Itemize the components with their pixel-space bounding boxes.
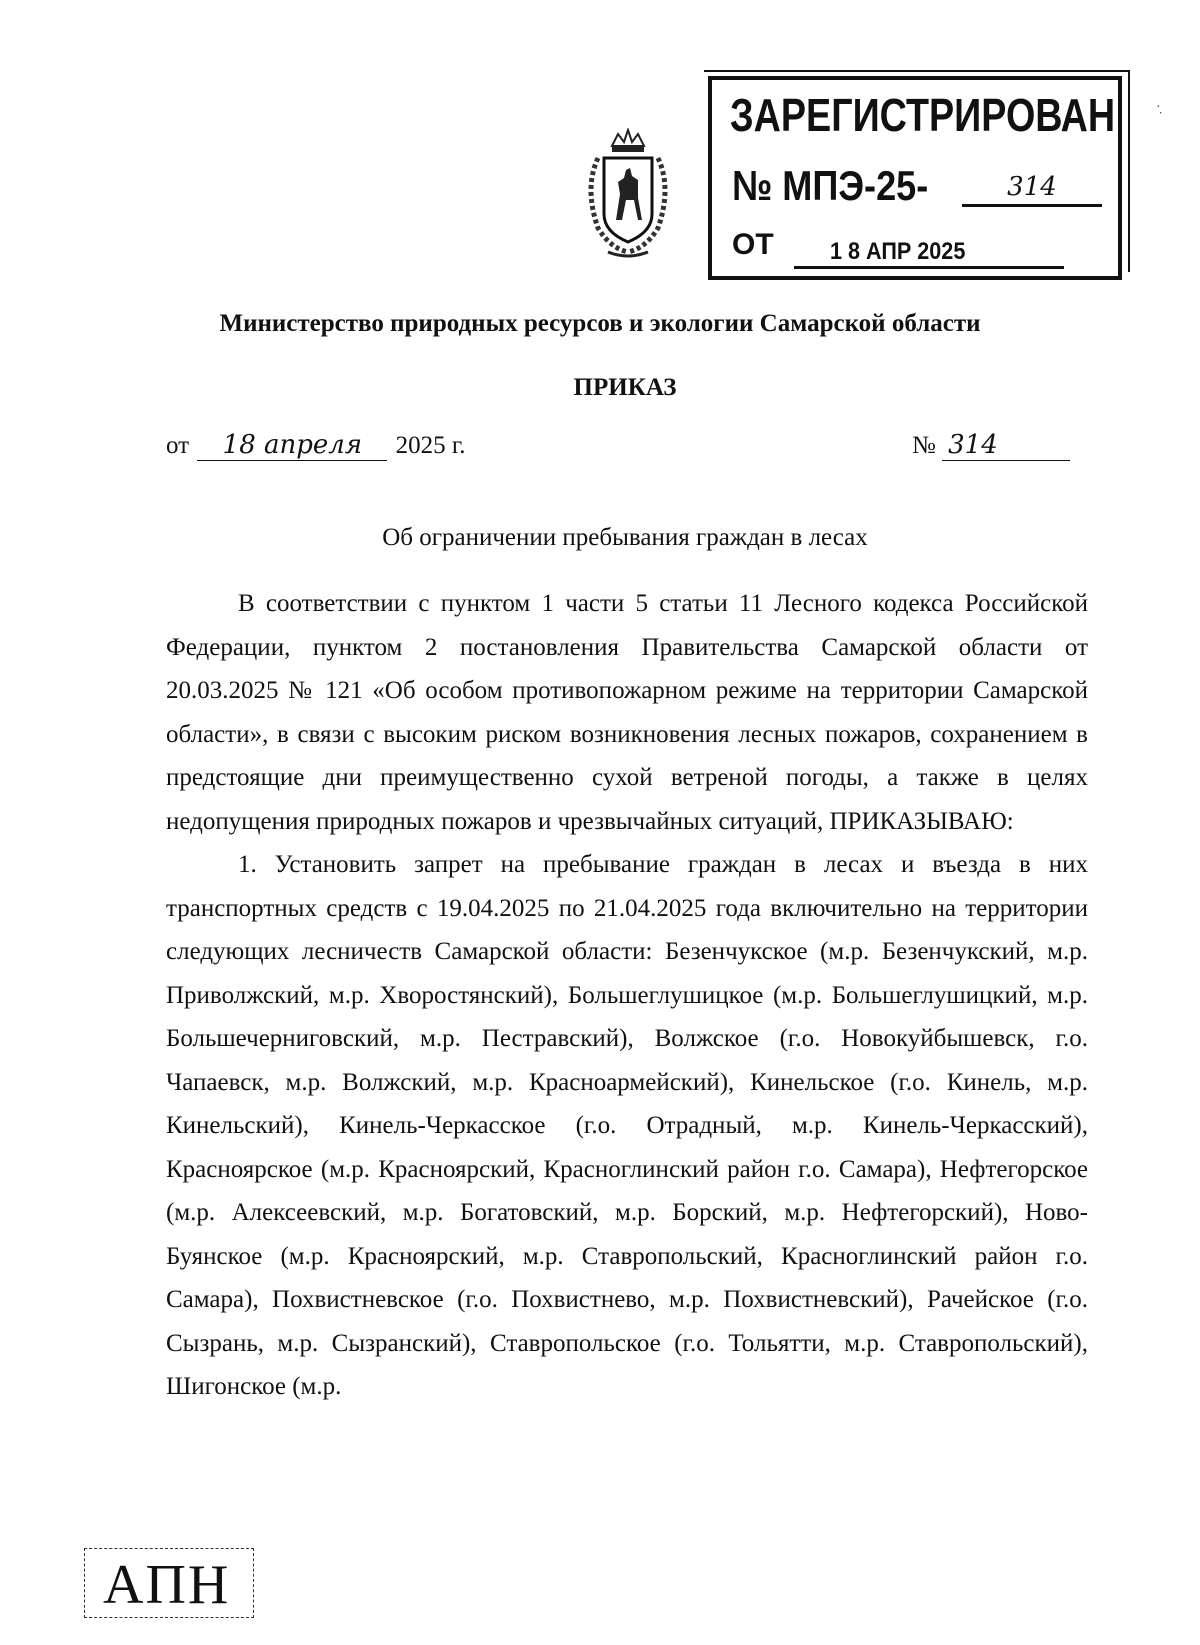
order-subject: Об ограничении пребывания граждан в лесах	[382, 524, 868, 551]
stamp-title: ЗАРЕГИСТРИРОВАН	[730, 89, 1116, 141]
order-body	[166, 582, 1088, 1409]
document-type: ПРИКАЗ	[573, 374, 677, 401]
order-date-line	[166, 430, 466, 461]
order-number-label: №	[912, 432, 936, 459]
stamp-date: 1 8 АПР 2025	[794, 238, 1064, 269]
clause-1-paragraph: 1. Установить запрет на пребывание граждан в лесах и въезда в них транспортных средств с 19.04.2025 по 21.04.2025 года включительно на территории следующих лесничеств Самарской области: Безенчукское (м.р. Безенчукский, м.р. Приволжский, м.р. Хворостянский), Большеглушицкое (м.р. Большеглушицкий, м.р. Большечерниговский, м.р. Пестравский), Волжское (г.о. Новокуйбышевск, г.о. Чапаевск, м.р. Волжский, м.р. Красноармейский), Кинельское (г.о. Кинель, м.р. Кинельский), Кинель-Черкасское (г.о. Отрадный, м.р. Кинель-Черкасский), Красноярское (м.р. Красноярский, Красноглинский район г.о. Самара), Нефтегорское (м.р. Алексеевский, м.р. Богатовский, м.р. Борский, м.р. Нефтегорский), Ново-Буянское (м.р. Красноярский, м.р. Ставропольский, Красноглинский район г.о. Самара), Похвистневское (г.о. Похвистнево, м.р. Похвистневский), Рачейское (г.о. Сызрань, м.р. Сызранский), Ставропольское (г.о. Тольятти, м.р. Ставропольский), Шигонское (м.р.	[166, 851, 1088, 1400]
stamp-from-label: ОТ	[732, 228, 774, 261]
stamp-number-prefix: № МПЭ-25-	[732, 162, 929, 209]
order-date-suffix: 2025 г.	[395, 432, 466, 459]
ministry-name: Министерство природных ресурсов и экологии Самарской области	[219, 310, 981, 337]
stamp-number-handwritten: 314	[962, 172, 1102, 207]
order-date-prefix: от	[166, 432, 190, 459]
preamble-paragraph: В соответствии с пунктом 1 части 5 статьи 11 Лесного кодекса Российской Федерации, пунктом 2 постановления Правительства Самарской области от 20.03.2025 № 121 «Об особом противопожарном режиме на территории Самарской области», в связи с высоким риском возникновения лесных пожаров, сохранением в предстоящие дни преимущественно сухой ветреной погоды, а также в целях недопущения природных пожаров и чрезвычайных ситуаций, ПРИКАЗЫВАЮ:	[166, 590, 1088, 835]
apn-stamp-text: АПН	[103, 1554, 231, 1616]
order-number-line	[912, 430, 1070, 461]
registration-stamp	[708, 76, 1122, 280]
scan-speck: ·̣	[1156, 100, 1161, 115]
order-date-handwritten: 18 апреля	[197, 430, 387, 461]
order-number-handwritten: 314	[942, 430, 1070, 461]
coat-of-arms-emblem	[568, 128, 688, 260]
apn-stamp	[84, 1548, 254, 1618]
